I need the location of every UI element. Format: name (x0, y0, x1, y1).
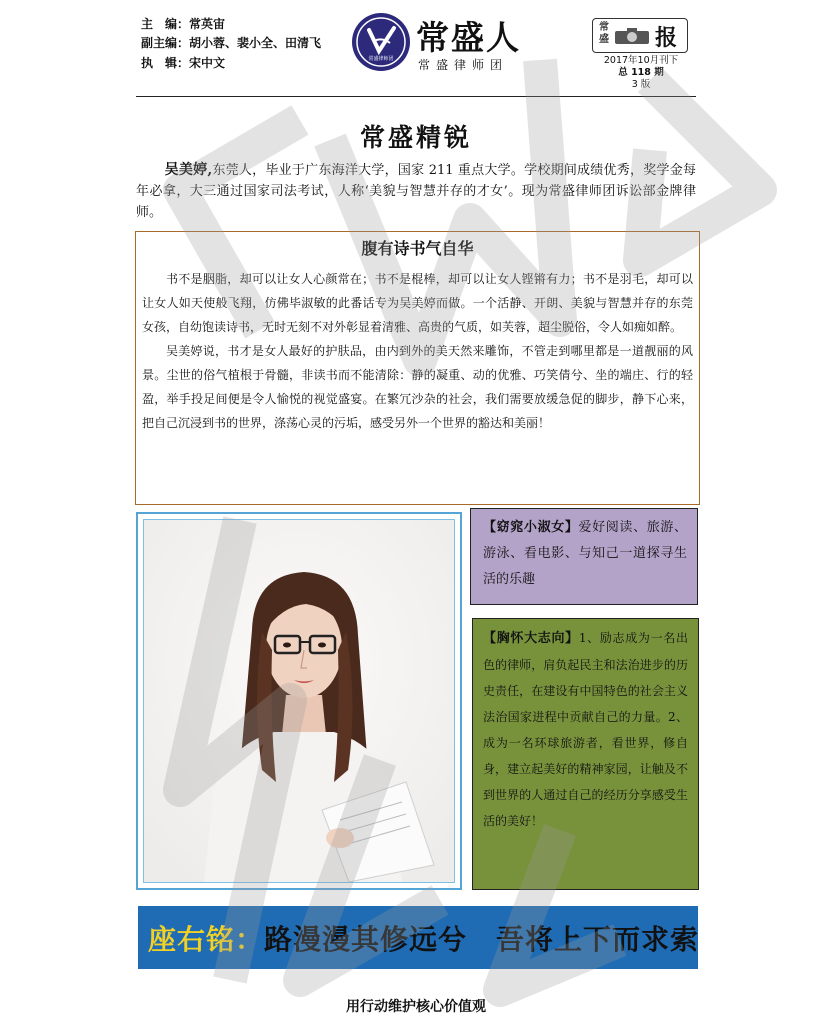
paper-char-1: 常 (599, 22, 609, 33)
firm-logo-icon (352, 13, 410, 71)
article-paragraph-2: 吴美婷说，书才是女人最好的护肤品，由内到外的美天然来雕饰，不管走到哪里都是一道靓丽的风景。尘世的俗气植根于骨髓，非读书而不能清除：静的凝重、动的优雅、巧笑倩兮、坐的端庄、行的轻盈，举手投足间便是令人愉悦的视觉盛宴。在繁冗沙杂的社会，我们需要放缓急促的脚步，静下心来，把自己沉浸到书的世界，涤荡心灵的污垢，感受另外一个世界的豁达和美丽！ (142, 344, 693, 430)
hobby-label: 【窈窕小淑女】 (483, 520, 579, 535)
ambition-text: 1、励志成为一名出色的律师，肩负起民主和法治进步的历史责任，在建设有中国特色的社会主义法治国家进程中贡献自己的力量。2、成为一名环球旅游者，看世界，修自身，建立起美好的精神家园，让触及不到世界的人通过自己的经历分享感受生活的美好！ (483, 631, 688, 828)
motto-text: 路漫漫其修远兮 吾将上下而求索 (264, 923, 700, 956)
editor-name: 常英宙 (189, 17, 226, 31)
firm-logo (352, 13, 410, 71)
paper-name: 报 (655, 25, 678, 51)
footer-slogan: 用行动维护核心价值观 (346, 999, 486, 1015)
paper-chars (599, 22, 609, 46)
article-paragraph-1: 书不是胭脂，却可以让女人心颜常在；书不是棍棒，却可以让女人铿锵有力；书不是羽毛，却可以让女人如天使般飞翔，仿佛毕淑敏的此番话专为吴美婷而做。一个活静、开朗、美貌与智慧并存的东莞女孩，自幼饱读诗书，无时无刻不对外彰显着清雅、高贵的气质，如芙蓉，超尘脱俗，令人如痴如醉。 (142, 272, 693, 334)
portrait-illustration (144, 520, 454, 882)
header-rule (136, 96, 696, 97)
motto-banner (138, 906, 698, 969)
hobby-box (470, 508, 698, 605)
paper-char-2: 盛 (599, 34, 609, 45)
portrait-photo (143, 519, 455, 883)
exec-name: 宋中文 (189, 56, 226, 70)
exec-label: 执 辑： (141, 56, 190, 70)
hobby-text: 爱好阅读、旅游、游泳、看电影、与知己一道探寻生活的乐趣 (483, 520, 687, 587)
brand-subtitle: 常盛律师团 (418, 58, 509, 72)
issue-total: 总 118 期 (618, 67, 664, 78)
deputy-label: 副主编： (141, 36, 190, 50)
deputy-editor-line (141, 34, 321, 52)
article-box (135, 231, 700, 505)
issue-page: 3 版 (631, 79, 651, 90)
paper-masthead (592, 18, 688, 53)
article-heading: 腹有诗书气自华 (361, 239, 474, 258)
motto-label: 座右铭： (148, 923, 265, 956)
exec-editor-line (141, 54, 225, 72)
page-title: 常盛精锐 (359, 123, 472, 152)
ambition-label: 【胸怀大志向】 (483, 631, 579, 646)
brand-name: 常盛人 (416, 18, 521, 57)
logo-caption: 常盛律师团 (368, 56, 394, 62)
camera-icon (613, 26, 653, 46)
portrait-frame (136, 512, 462, 890)
ambition-box (472, 618, 699, 890)
editor-line (141, 15, 225, 33)
issue-date: 2017年10月刊下 (603, 55, 679, 66)
motto-line (148, 918, 699, 958)
issue-info (594, 55, 688, 91)
deputy-names: 胡小蓉、裴小全、田清飞 (189, 36, 322, 50)
intro-paragraph (136, 160, 696, 223)
intro-name: 吴美婷, (164, 162, 213, 178)
intro-text: 东莞人，毕业于广东海洋大学，国家 211 重点大学。学校期间成绩优秀，奖学金每年必拿，大三通过国家司法考试，人称‘美貌与智慧并存的才女’。现为常盛律师团诉讼部金牌律师。 (136, 163, 696, 220)
editor-label: 主 编： (141, 17, 190, 31)
